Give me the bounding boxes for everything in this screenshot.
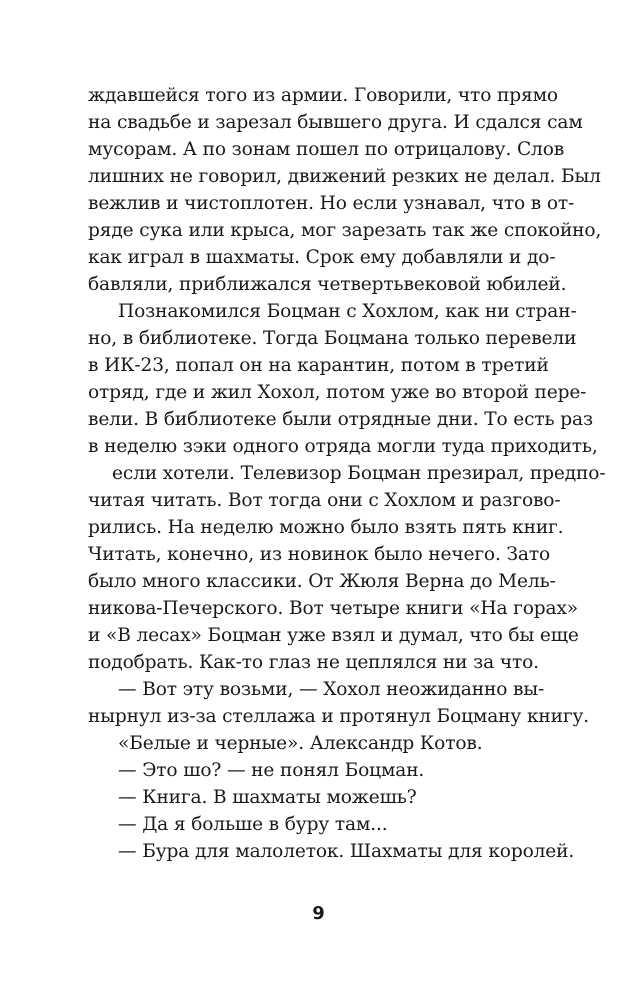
text-line: ряде сука или крыса, мог зарезать так же спокойно, [88,220,602,241]
text-line: нырнул из-за стеллажа и протянул Боцману книгу. [88,706,590,727]
text-line: отряд, где и жил Хохол, потом уже во второй пере- [88,382,587,403]
text-line: но, в библиотеке. Тогда Боцмана только перевели [88,328,577,349]
dialogue-line: — Это шо? — не понял Боцман. [118,760,425,781]
dialogue-line: — Вот эту возьми, — Хохол неожиданно вы- [118,679,545,700]
page-number: 9 [312,903,325,924]
text-line: в ИК-23, попал он на карантин, потом в третий [88,355,549,376]
paragraph-start-line: Познакомился Боцман с Хохлом, как ни стран- [118,301,577,322]
text-line: Читать, конечно, из новинок было нечего. Зато [88,544,551,565]
text-line: вели. В библиотеке были отрядные дни. То есть раз [88,409,593,430]
dialogue-line: — Книга. В шахматы можешь? [118,787,417,808]
text-line: «Белые и черные». Александр Котов. [118,733,483,754]
text-line: читая читать. Вот тогда они с Хохлом и разгово- [88,490,561,511]
text-line: и «В лесах» Боцман уже взял и думал, что бы еще [88,625,579,646]
text-line: рились. На неделю можно было взять пять книг. [88,517,564,538]
text-line: лишних не говорил, движений резких не делал. Был [88,166,601,187]
text-line: мусорам. А по зонам пошел по отрицалову. Слов [88,139,565,160]
text-line: подобрать. Как-то глаз не цеплялся ни за что. [88,652,539,673]
text-line: на свадьбе и зарезал бывшего друга. И сдался сам [88,112,583,133]
dialogue-line: — Да я больше в буру там... [118,814,388,835]
text-line: никова-Печерского. Вот четыре книги «На горах» [88,598,579,619]
text-line: бавляли, приближался четвертьвековой юбилей. [88,274,567,295]
text-line: если хотели. Телевизор Боцман презирал, предпо- [112,463,606,484]
text-line: как играл в шахматы. Срок ему добавляли и до- [88,247,556,268]
text-line: было много классики. От Жюля Верна до Мель- [88,571,556,592]
text-line: в неделю зэки одного отряда могли туда приходить, [88,436,598,457]
text-line: вежлив и чистоплотен. Но если узнавал, что в от- [88,193,575,214]
text-line: ждавшейся того из армии. Говорили, что прямо [88,85,558,106]
dialogue-line: — Бура для малолеток. Шахматы для королей. [118,841,575,862]
